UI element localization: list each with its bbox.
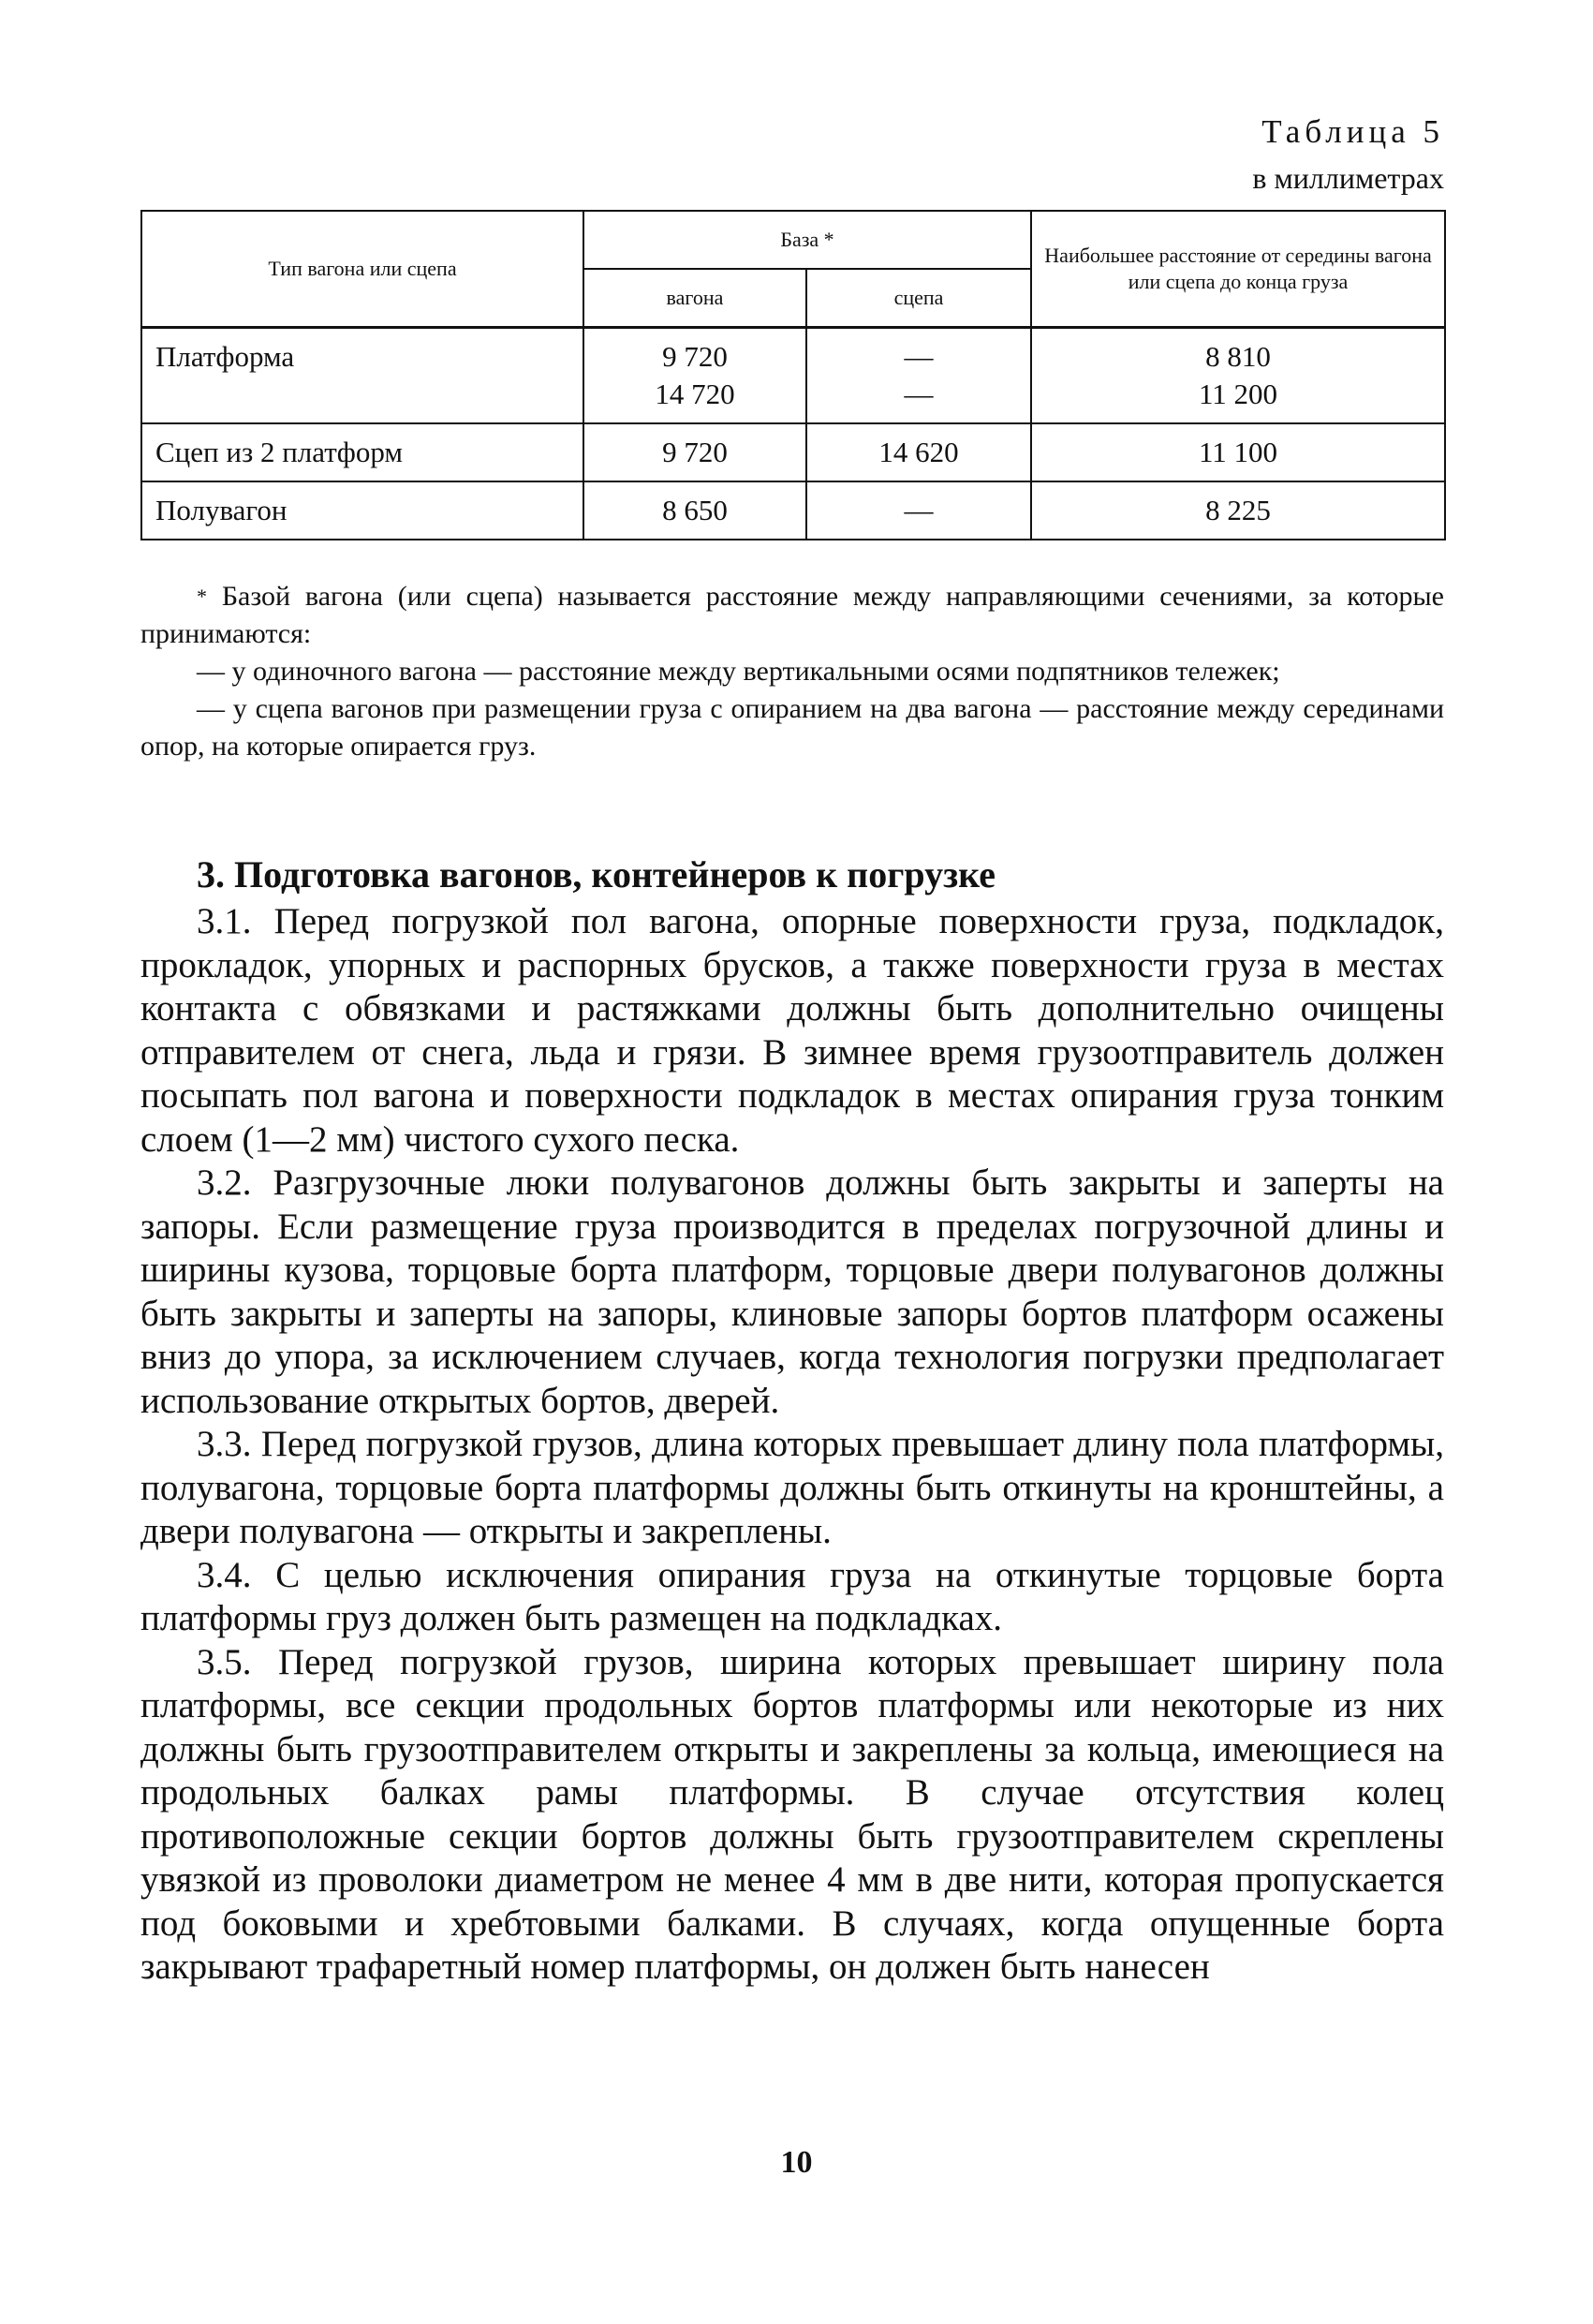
cell-wagon bbox=[583, 328, 806, 424]
cell-value: 14 720 bbox=[655, 377, 735, 410]
paragraph-3-1: 3.1. Перед погрузкой пол вагона, опорные поверхности груза, подкладок, прокладок, упорных и распорных брусков, а также поверхности груза в местах контакта с обвязками и растяжками должны быть дополнительно очищены отправителем от снега, льда и грязи. В зимнее время грузоотправитель должен посыпать пол вагона и поверхности подкладок в местах опирания груза тонким слоем (1—2 мм) чистого сухого песка. bbox=[140, 901, 1444, 1160]
footnote-text: Базой вагона (или сцепа) называется расстояние между направляющими сечениями, за которые принимаются: bbox=[140, 581, 1444, 649]
paragraph-3-4: 3.4. С целью исключения опирания груза на откинутые торцовые борта платформы груз должен быть размещен на подкладках. bbox=[140, 1554, 1444, 1638]
header-base: База * bbox=[583, 211, 1031, 269]
table-row bbox=[141, 328, 1445, 424]
footnote-marker: * bbox=[197, 585, 207, 608]
cell-coupling: 14 620 bbox=[806, 423, 1031, 481]
cell-coupling bbox=[806, 328, 1031, 424]
cell-distance: 11 100 bbox=[1031, 423, 1445, 481]
header-base-coupling: сцепа bbox=[806, 269, 1031, 328]
dimensions-table bbox=[140, 210, 1446, 540]
footnote-definition bbox=[140, 578, 1444, 653]
table-units: в миллиметрах bbox=[1252, 161, 1444, 195]
cell-value: 11 200 bbox=[1198, 377, 1278, 410]
cell-distance: 8 225 bbox=[1031, 481, 1445, 540]
page-number: 10 bbox=[780, 2145, 813, 2180]
section-body bbox=[140, 900, 1444, 1990]
paragraph-3-5: 3.5. Перед погрузкой грузов, ширина которых превышает ширину пола платформы, все секции продольных бортов платформы или некоторые из них должны быть грузоотправителем открыты и закреплены за кольца, имеющиеся на продольных балках рамы платформы. В случае отсутствия колец противоположные секции бортов должны быть грузоотправителем скреплены увязкой из проволоки диаметром не менее 4 мм в две нити, которая пропускается под боковыми и хребтовыми балками. В случаях, когда опущенные борта закрывают трафаретный номер платформы, он должен быть нанесен bbox=[140, 1641, 1444, 1987]
header-base-wagon: вагона bbox=[583, 269, 806, 328]
cell-wagon: 8 650 bbox=[583, 481, 806, 540]
cell-wagon: 9 720 bbox=[583, 423, 806, 481]
table-header-row bbox=[141, 211, 1445, 269]
header-distance: Наибольшее расстояние от середины вагона или сцепа до конца груза bbox=[1031, 211, 1445, 328]
paragraph-3-3: 3.3. Перед погрузкой грузов, длина которых превышает длину пола платформы, полувагона, торцовые борта платформы должны быть откинуты на кронштейны, а двери полувагона — открыты и закреплены. bbox=[140, 1424, 1444, 1551]
cell-type: Полувагон bbox=[141, 481, 583, 540]
footnote-item: — у одиночного вагона — расстояние между вертикальными осями подпятников тележек; bbox=[197, 656, 1280, 687]
footnote-item: — у сцепа вагонов при размещении груза с опиранием на два вагона — расстояние между серединами опор, на которые опирается груз. bbox=[140, 693, 1444, 762]
header-type: Тип вагона или сцепа bbox=[141, 211, 583, 328]
table-caption: Таблица 5 bbox=[1261, 113, 1444, 150]
cell-coupling: — bbox=[806, 481, 1031, 540]
section-heading: 3. Подготовка вагонов, контейнеров к погрузке bbox=[197, 853, 996, 896]
table-row bbox=[141, 481, 1445, 540]
cell-value: 8 810 bbox=[1205, 340, 1271, 373]
table-row bbox=[141, 423, 1445, 481]
paragraph-3-2: 3.2. Разгрузочные люки полувагонов должны быть закрыты и заперты на запоры. Если размещение груза производится в пределах погрузочной длины и ширины кузова, торцовые борта платформ, торцовые двери полувагонов должны быть закрыты и заперты на запоры, клиновые запоры бортов платформ осажены вниз до упора, за исключением случаев, когда технология погрузки предполагает использование открытых бортов, дверей. bbox=[140, 1162, 1444, 1421]
table-footnote bbox=[140, 578, 1444, 765]
page-content bbox=[140, 111, 1444, 1990]
cell-type: Сцеп из 2 платформ bbox=[141, 423, 583, 481]
cell-value: — bbox=[904, 377, 934, 410]
cell-type: Платформа bbox=[141, 328, 583, 424]
cell-value: — bbox=[904, 340, 934, 373]
cell-distance bbox=[1031, 328, 1445, 424]
cell-value: 9 720 bbox=[662, 340, 728, 373]
